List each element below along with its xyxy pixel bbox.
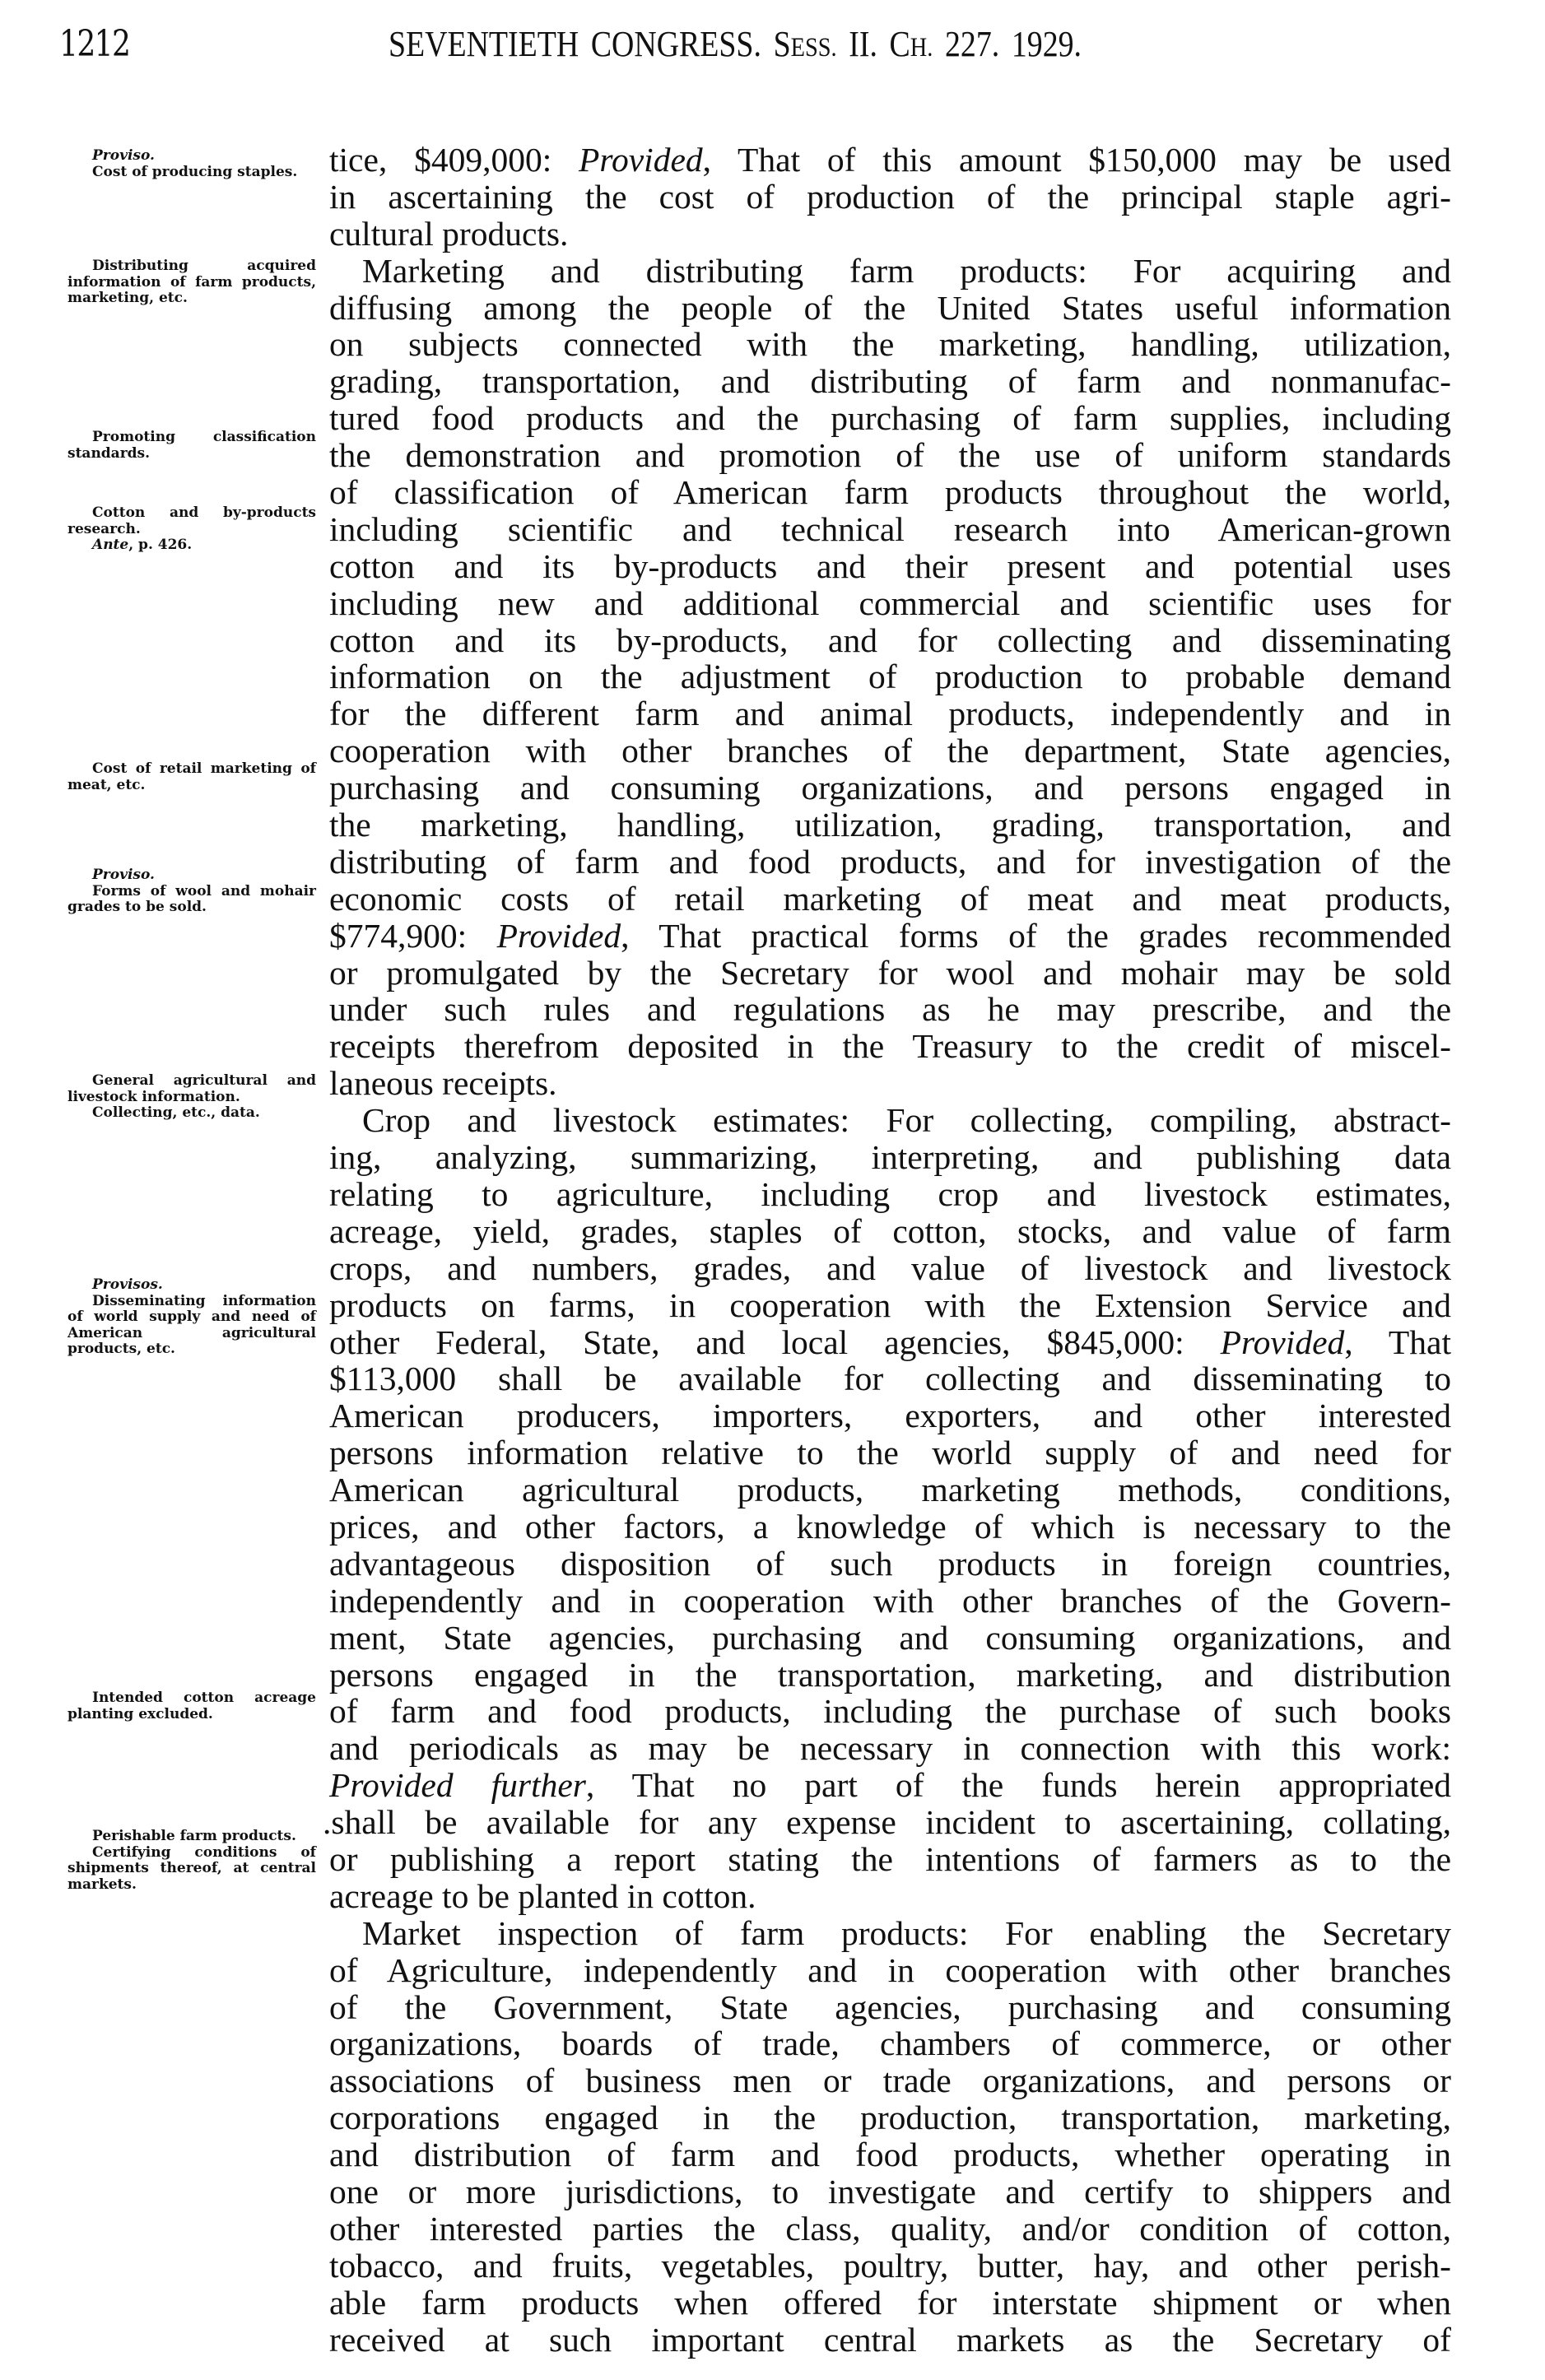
- body-line: [329, 2099, 1451, 2136]
- line-text: in ascertaining the cost of production of the principal staple agri-: [329, 177, 1451, 216]
- body-line: [329, 2173, 1451, 2210]
- body-line: [329, 1397, 1451, 1434]
- body-line: [329, 695, 1451, 732]
- line-text: on subjects connected with the marketing, handling, utilization,: [329, 325, 1451, 364]
- line-text: acreage, yield, grades, staples of cotton, stocks, and value of farm: [329, 1211, 1451, 1250]
- body-line: [329, 2025, 1451, 2062]
- margin-note: Provisos. Disseminating information of world supply and need of American agricultural products, etc.: [67, 1276, 316, 1357]
- line-text: or publishing a report stating the intentions of farmers as to the: [329, 1839, 1451, 1878]
- line-text: laneous receipts.: [329, 1064, 557, 1103]
- body-line: [329, 1250, 1451, 1287]
- body-line: [329, 1102, 1451, 1139]
- body-line: [329, 2285, 1451, 2322]
- body-line: [329, 290, 1451, 327]
- body-line: [329, 918, 1451, 955]
- body-line: [329, 1139, 1451, 1176]
- line-text: crops, and numbers, grades, and value of livestock and livestock: [329, 1248, 1451, 1287]
- line-text: distributing of farm and food products, and for investigation of the: [329, 842, 1451, 881]
- body-line: [329, 2062, 1451, 2099]
- body-line: [329, 844, 1451, 881]
- line-text: organizations, boards of trade, chambers of commerce, or other: [329, 2024, 1451, 2063]
- line-text: or promulgated by the Secretary for wool and mohair may be sold: [329, 953, 1451, 992]
- line-text: other Federal, State, and local agencies, $845,000:: [329, 1322, 1221, 1361]
- chapter-label: CH. 227.: [889, 24, 1000, 64]
- line-text: corporations engaged in the production, transportation, marketing,: [329, 2099, 1451, 2137]
- page-number: 1212: [59, 23, 130, 65]
- body-line: [329, 253, 1451, 290]
- body-line: [329, 2248, 1451, 2285]
- margin-note: Proviso. Cost of producing staples.: [92, 147, 298, 180]
- body-line: [329, 1952, 1451, 1989]
- body-line: [329, 1508, 1451, 1546]
- body-line: [329, 2210, 1451, 2248]
- body-line: [329, 1028, 1451, 1065]
- line-text: tured food products and the purchasing of farm supplies, including: [329, 399, 1451, 438]
- body-line: [329, 955, 1451, 992]
- line-text: tobacco, and fruits, vegetables, poultry, butter, hay, and other perish-: [329, 2246, 1451, 2285]
- proviso-term: Provided: [1220, 1322, 1345, 1361]
- body-line: [329, 1287, 1451, 1324]
- body-line: [329, 1065, 1451, 1102]
- line-text: cotton and its by-products, and for collecting and disseminating: [329, 621, 1451, 659]
- margin-note: General agricultural and livestock information. Collecting, etc., data.: [67, 1072, 316, 1121]
- margin-note: Intended cotton acreage planting excluded.: [67, 1690, 316, 1722]
- body-line: [329, 1546, 1451, 1583]
- body-line: [329, 400, 1451, 437]
- body-line: [329, 881, 1451, 918]
- line-text: including scientific and technical research into American-grown: [329, 509, 1451, 548]
- line-text: Market inspection of farm products: For enabling the Secretary: [362, 1913, 1451, 1952]
- line-text: acreage to be planted in cotton.: [329, 1876, 756, 1915]
- line-text: prices, and other factors, a knowledge of which is necessary to the: [329, 1507, 1451, 1546]
- line-text: .shall be available for any expense incident to ascertaining, collating,: [323, 1803, 1451, 1842]
- body-line: [329, 2136, 1451, 2173]
- body-line: [329, 1583, 1451, 1620]
- congress-title: SEVENTIETH CONGRESS.: [389, 24, 761, 64]
- cross-reference: Ante, p. 426.: [92, 537, 193, 553]
- body-line: [329, 1657, 1451, 1694]
- line-text: $774,900:: [329, 916, 497, 955]
- line-text: independently and in cooperation with other branches of the Govern-: [329, 1581, 1451, 1620]
- body-line: [329, 991, 1451, 1028]
- line-text: and periodicals as may be necessary in connection with this work:: [329, 1729, 1451, 1768]
- body-line: [329, 511, 1451, 548]
- body-line: [329, 326, 1451, 363]
- session-label: SESS. II.: [773, 24, 877, 64]
- line-text: ing, analyzing, summarizing, interpreting, and publishing data: [329, 1138, 1451, 1177]
- body-line: [329, 1176, 1451, 1213]
- line-text: of Agriculture, independently and in cooperation with other branches: [329, 1950, 1451, 1989]
- body-line: [329, 1471, 1451, 1508]
- line-text: of the Government, State agencies, purchasing and consuming: [329, 1987, 1451, 2026]
- body-line: [323, 1804, 1451, 1841]
- header-title: [389, 23, 1082, 65]
- body-line: [329, 622, 1451, 659]
- line-text: information on the adjustment of production to probable demand: [329, 658, 1451, 696]
- body-line: [329, 1360, 1451, 1397]
- body-line: [329, 2322, 1451, 2359]
- line-text: associations of business men or trade organizations, and persons or: [329, 2062, 1451, 2100]
- line-text: , That of this amount $150,000 may be used: [702, 141, 1451, 179]
- line-text: cotton and its by-products and their present and potential uses: [329, 546, 1451, 585]
- body-line: [329, 142, 1451, 179]
- line-text: diffusing among the people of the United States useful information: [329, 288, 1451, 327]
- line-text: , That: [1344, 1322, 1451, 1361]
- line-text: received at such important central markets as the Secretary of: [329, 2320, 1451, 2359]
- header-year: 1929.: [1011, 24, 1082, 64]
- line-text: tice, $409,000:: [329, 141, 579, 179]
- line-text: the marketing, handling, utilization, grading, transportation, and: [329, 806, 1451, 844]
- line-text: of farm and food products, including the purchase of such books: [329, 1692, 1451, 1731]
- line-text: including new and additional commercial and scientific uses for: [329, 583, 1451, 622]
- line-text: , That practical forms of the grades recommended: [621, 916, 1451, 955]
- body-line: [329, 548, 1451, 585]
- line-text: for the different farm and animal products, independently and in: [329, 695, 1451, 733]
- body-line: [329, 1767, 1451, 1804]
- body-line: [329, 1730, 1451, 1767]
- margin-note: Perishable farm products. Certifying conditions of shipments thereof, at central markets.: [67, 1828, 316, 1893]
- line-text: Marketing and distributing farm products: For acquiring and: [362, 251, 1451, 290]
- line-text: persons engaged in the transportation, marketing, and distribution: [329, 1655, 1451, 1694]
- line-text: purchasing and consuming organizations, and persons engaged in: [329, 769, 1451, 807]
- line-text: the demonstration and promotion of the use of uniform standards: [329, 436, 1451, 475]
- body-line: [329, 179, 1451, 216]
- body-line: [329, 1989, 1451, 2026]
- statute-body: [323, 141, 1451, 2359]
- line-text: economic costs of retail marketing of meat and meat products,: [329, 879, 1451, 918]
- line-text: ment, State agencies, purchasing and consuming organizations, and: [329, 1618, 1451, 1657]
- line-text: persons information relative to the world supply of and need for: [329, 1434, 1451, 1472]
- body-line: [329, 1620, 1451, 1657]
- body-line: [329, 807, 1451, 844]
- line-text: , That no part of the funds herein appropriated: [585, 1766, 1451, 1805]
- body-line: [329, 1434, 1451, 1471]
- body-line: [329, 474, 1451, 511]
- line-text: grading, transportation, and distributing of farm and nonmanufac-: [329, 362, 1451, 401]
- body-line: [329, 585, 1451, 622]
- body-line: [329, 1324, 1451, 1361]
- margin-note: Proviso. Forms of wool and mohair grades to be sold.: [67, 867, 316, 915]
- body-line: [329, 363, 1451, 400]
- line-text: and distribution of farm and food products, whether operating in: [329, 2136, 1451, 2174]
- proviso-term: Provided: [496, 916, 621, 955]
- margin-note: Cost of retail marketing of meat, etc.: [67, 760, 316, 793]
- margin-notes: [0, 0, 321, 2380]
- line-text: of classification of American farm products throughout the world,: [329, 473, 1451, 512]
- line-text: cultural products.: [329, 214, 569, 253]
- body-line: [329, 732, 1451, 769]
- body-line: [329, 1213, 1451, 1250]
- line-text: American agricultural products, marketing methods, conditions,: [329, 1471, 1451, 1509]
- body-line: [329, 216, 1451, 253]
- line-text: cooperation with other branches of the department, State agencies,: [329, 732, 1451, 770]
- line-text: able farm products when offered for interstate shipment or when: [329, 2283, 1451, 2322]
- line-text: advantageous disposition of such products in foreign countries,: [329, 1544, 1451, 1583]
- body-line: [329, 437, 1451, 474]
- line-text: American producers, importers, exporters, and other interested: [329, 1397, 1451, 1435]
- body-line: [329, 658, 1451, 695]
- line-text: products on farms, in cooperation with the Extension Service and: [329, 1285, 1451, 1324]
- body-line: [329, 1878, 1451, 1915]
- body-line: [329, 1841, 1451, 1878]
- line-text: Crop and livestock estimates: For collecting, compiling, abstract-: [362, 1101, 1451, 1140]
- line-text: receipts therefrom deposited in the Treasury to the credit of miscel-: [329, 1027, 1451, 1066]
- body-line: [329, 1915, 1451, 1952]
- body-line: [329, 1693, 1451, 1730]
- line-text: $113,000 shall be available for collecting and disseminating to: [329, 1360, 1451, 1398]
- proviso-term: Provided: [579, 141, 703, 179]
- body-line: [329, 769, 1451, 807]
- line-text: one or more jurisdictions, to investigate and certify to shippers and: [329, 2172, 1451, 2210]
- margin-note: Distributing acquired information of farm products, marketing, etc.: [67, 258, 316, 306]
- margin-note: Cotton and by-products research. Ante, p. 426.: [67, 504, 316, 553]
- margin-note: Promoting classification standards.: [67, 429, 316, 462]
- line-text: under such rules and regulations as he may prescribe, and the: [329, 990, 1451, 1029]
- line-text: other interested parties the class, quality, and/or condition of cotton,: [329, 2209, 1451, 2248]
- proviso-term: Provided further: [329, 1766, 586, 1805]
- line-text: relating to agriculture, including crop and livestock estimates,: [329, 1174, 1451, 1213]
